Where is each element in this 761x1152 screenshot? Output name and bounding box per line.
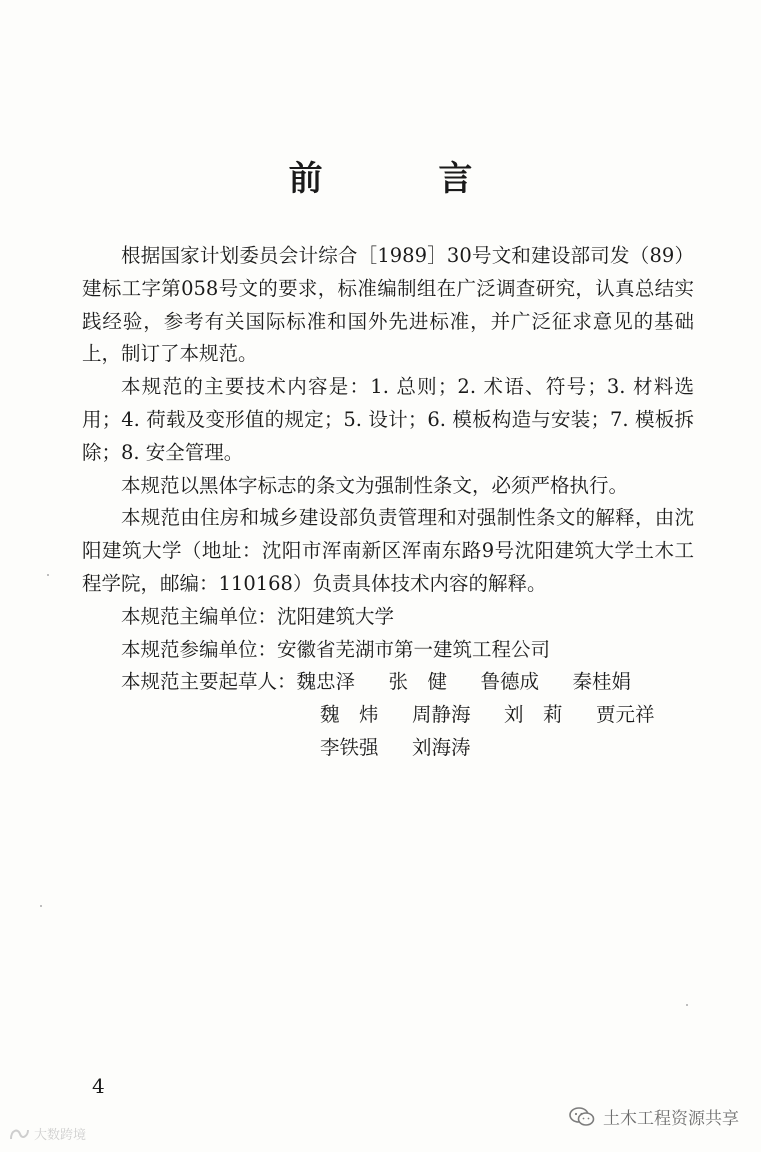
platform-watermark-text: 大数跨境 (34, 1128, 87, 1143)
paragraph-mandatory: 本规范以黑体字标志的条文为强制性条文，必须严格执行。 (121, 473, 629, 497)
drafter-name: 刘海涛 (412, 735, 471, 759)
chief-unit-row (82, 601, 694, 634)
participating-unit-row (82, 634, 694, 667)
drafter-name: 魏 炜 (320, 703, 379, 727)
chief-unit-value: 沈阳建筑大学 (277, 604, 395, 628)
paragraph-content: 本规范的主要技术内容是：1. 总则；2. 术语、符号；3. 材料选用；4. 荷载及变形值的规定；5. 设计；6. 模板构造与安装；7. 模板拆除；8. 安全管理。 (82, 375, 694, 464)
drafters-continued (320, 699, 694, 765)
drafter-name: 贾元祥 (596, 703, 655, 727)
paragraph-basis: 根据国家计划委员会计综合［1989］30号文和建设部司发（89）建标工字第058号文的要求，标准编制组在广泛调查研究，认真总结实践经验，参考有关国际标准和国外先进标准，并广泛征求意见的基础上，制订了本规范。 (82, 244, 694, 366)
page-title: 前 言 (288, 159, 525, 199)
paragraph-management: 本规范由住房和城乡建设部负责管理和对强制性条文的解释，由沈阳建筑大学（地址：沈阳市浑南新区浑南东路9号沈阳建筑大学土木工程学院，邮编：110168）负责具体技术内容的解释。 (82, 506, 694, 595)
drafters-names-line-1 (297, 666, 665, 699)
preface-body (82, 240, 694, 765)
wechat-icon (569, 1106, 595, 1128)
drafters-names-line-2 (320, 699, 694, 732)
source-watermark-text: 土木工程资源共享 (603, 1109, 739, 1129)
drafter-name: 刘 莉 (504, 703, 563, 727)
drafters-names-line-3 (320, 732, 694, 765)
platform-watermark (8, 1124, 86, 1143)
drafters-row (82, 666, 694, 699)
drafter-name: 魏忠泽 (296, 670, 356, 694)
participating-unit-label: 本规范参编单位： (121, 637, 278, 661)
page-number: 4 (92, 1074, 105, 1098)
drafters-label: 本规范主要起草人： (121, 670, 297, 694)
drafter-name: 李铁强 (320, 735, 379, 759)
source-watermark (569, 1104, 739, 1129)
drafter-name: 鲁德成 (480, 670, 540, 694)
platform-logo-icon (8, 1126, 30, 1142)
drafter-name: 张 健 (388, 670, 448, 694)
chief-unit-label: 本规范主编单位： (121, 604, 278, 628)
drafter-name: 秦桂娟 (572, 670, 632, 694)
drafter-name: 周静海 (412, 703, 471, 727)
participating-unit-value: 安徽省芜湖市第一建筑工程公司 (277, 637, 551, 661)
